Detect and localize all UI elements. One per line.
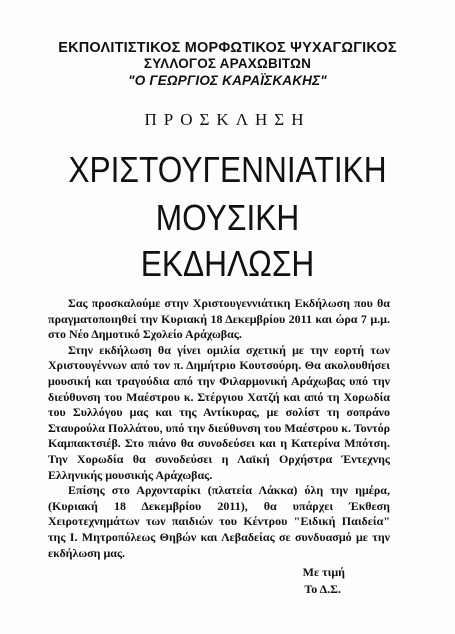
event-title-line2: ΜΟΥΣΙΚΗ	[155, 197, 300, 238]
invitation-body	[48, 296, 390, 561]
invitation-label: ΠΡΟΣΚΛΗΣΗ	[144, 110, 311, 129]
association-name-line1: ΕΚΠΟΛΙΤΙΣΤΙΚΟΣ ΜΟΡΦΩΤΙΚΟΣ ΨΥΧΑΓΩΓΙΚΟΣ	[58, 40, 397, 56]
body-paragraph-1: Σας προσκαλούμε στην Χριστουγεννιάτικη Εκδήλωση που θα πραγματοποιηθεί την Κυριακή 18 Δεκεμβρίου 2011 και ώρα 7 μ.μ. στο Νέο Δημοτικό Σχολείο Αράχωβας.	[48, 296, 390, 342]
signature-greeting: Με τιμή	[302, 565, 345, 579]
event-title-line3: ΕΚΔΗΛΩΣΗ	[140, 243, 315, 284]
association-name-line2: ΣΥΛΛΟΓΟΣ ΑΡΑΧΩΒΙΤΩΝ	[143, 56, 312, 71]
association-motto: "Ο ΓΕΩΡΓΙΟΣ ΚΑΡΑΪΣΚΑΚΗΣ"	[128, 73, 327, 88]
signature-board: Το Δ.Σ.	[304, 582, 341, 596]
body-paragraph-3: Επίσης στο Αρχονταρίκι (πλατεία Λάκκα) όλη την ημέρα, (Κυριακή 18 Δεκεμβρίου 2011), θα υπάρχει Έκθεση Χειροτεχνημάτων των παιδιών του Κέντρου "Ειδική Παιδεία" της Ι. Μητροπόλεως Θηβών και Λεβαδείας σε συνδυασμό με την εκδήλωση μας.	[48, 483, 390, 560]
body-paragraph-2: Στην εκδήλωση θα γίνει ομιλία σχετική με την εορτή των Χριστουγέννων από τον π. Δημήτριο Κουτσούρη. Θα ακολουθήσει μουσική και τραγούδια από την Φιλαρμονική Αράχωβας υπό την διεύθυνση του Μαέστρου κ. Στέργιου Χατζή και από τη Χορωδία του Συλλόγου μας και της Αντίκυρας, με σολίστ τη σοπράνο Σταυρούλα Πολλάτου, υπό την διεύθυνση του Μαέστρου κ. Τοντόρ Καμπακτσιέβ. Στο πιάνο θα συνοδεύσει και η Κατερίνα Μπότση. Την Χορωδία θα συνοδεύσει η Λαϊκή Ορχήστρα Έντεχνης Ελληνικής μουσικής Αράχωβας.	[48, 342, 390, 482]
event-title-line1: ΧΡΙΣΤΟΥΓΕΝΝΙΑΤΙΚΗ	[68, 149, 387, 190]
